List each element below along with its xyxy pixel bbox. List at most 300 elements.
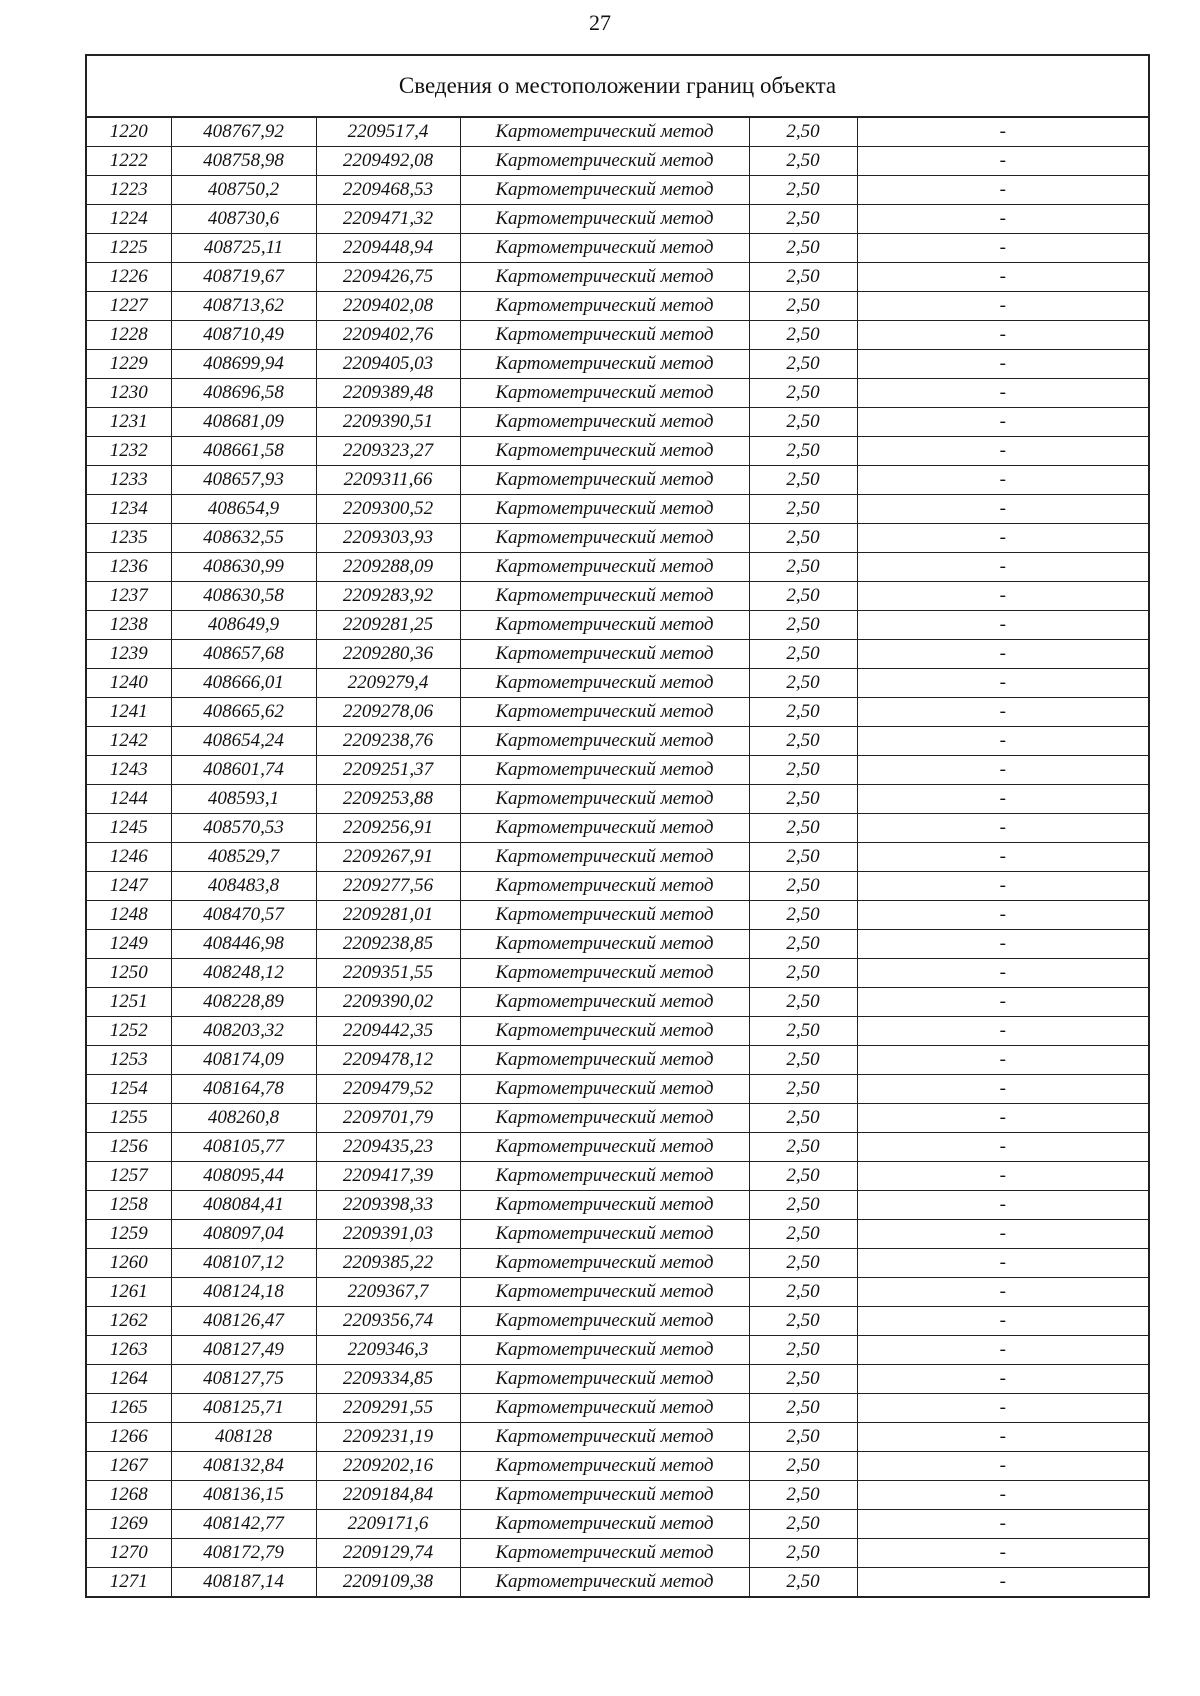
table-row: [86, 553, 1149, 582]
table-row: [86, 582, 1149, 611]
y-coordinate-cell: 2209390,02: [316, 988, 460, 1017]
method-cell: Картометрический метод: [460, 1104, 749, 1133]
method-cell: Картометрический метод: [460, 495, 749, 524]
y-coordinate-cell: 2209267,91: [316, 843, 460, 872]
x-coordinate-cell: 408681,09: [171, 408, 316, 437]
x-coordinate-cell: 408750,2: [171, 176, 316, 205]
method-cell: Картометрический метод: [460, 379, 749, 408]
y-coordinate-cell: 2209367,7: [316, 1278, 460, 1307]
point-number-cell: 1270: [86, 1539, 171, 1568]
accuracy-cell: 2,50: [749, 1510, 857, 1539]
description-cell: -: [857, 843, 1149, 872]
y-coordinate-cell: 2209277,56: [316, 872, 460, 901]
method-cell: Картометрический метод: [460, 350, 749, 379]
x-coordinate-cell: 408657,68: [171, 640, 316, 669]
method-cell: Картометрический метод: [460, 1539, 749, 1568]
y-coordinate-cell: 2209171,6: [316, 1510, 460, 1539]
description-cell: -: [857, 408, 1149, 437]
point-number-cell: 1260: [86, 1249, 171, 1278]
accuracy-cell: 2,50: [749, 495, 857, 524]
y-coordinate-cell: 2209283,92: [316, 582, 460, 611]
y-coordinate-cell: 2209448,94: [316, 234, 460, 263]
accuracy-cell: 2,50: [749, 1481, 857, 1510]
accuracy-cell: 2,50: [749, 263, 857, 292]
table-row: [86, 1017, 1149, 1046]
accuracy-cell: 2,50: [749, 205, 857, 234]
method-cell: Картометрический метод: [460, 843, 749, 872]
method-cell: Картометрический метод: [460, 1568, 749, 1598]
x-coordinate-cell: 408174,09: [171, 1046, 316, 1075]
description-cell: -: [857, 553, 1149, 582]
method-cell: Картометрический метод: [460, 698, 749, 727]
description-cell: -: [857, 350, 1149, 379]
description-cell: -: [857, 495, 1149, 524]
table-row: [86, 814, 1149, 843]
table-row: [86, 1278, 1149, 1307]
method-cell: Картометрический метод: [460, 727, 749, 756]
method-cell: Картометрический метод: [460, 321, 749, 350]
method-cell: Картометрический метод: [460, 117, 749, 147]
table-row: [86, 1075, 1149, 1104]
x-coordinate-cell: 408665,62: [171, 698, 316, 727]
table-row: [86, 1162, 1149, 1191]
point-number-cell: 1239: [86, 640, 171, 669]
table-row: [86, 640, 1149, 669]
x-coordinate-cell: 408630,99: [171, 553, 316, 582]
y-coordinate-cell: 2209281,01: [316, 901, 460, 930]
accuracy-cell: 2,50: [749, 698, 857, 727]
method-cell: Картометрический метод: [460, 1046, 749, 1075]
description-cell: -: [857, 321, 1149, 350]
method-cell: Картометрический метод: [460, 1452, 749, 1481]
y-coordinate-cell: 2209517,4: [316, 117, 460, 147]
method-cell: Картометрический метод: [460, 1278, 749, 1307]
table-caption-row: [86, 55, 1149, 117]
x-coordinate-cell: 408228,89: [171, 988, 316, 1017]
y-coordinate-cell: 2209405,03: [316, 350, 460, 379]
point-number-cell: 1266: [86, 1423, 171, 1452]
x-coordinate-cell: 408124,18: [171, 1278, 316, 1307]
x-coordinate-cell: 408666,01: [171, 669, 316, 698]
accuracy-cell: 2,50: [749, 1423, 857, 1452]
x-coordinate-cell: 408125,71: [171, 1394, 316, 1423]
table-row: [86, 176, 1149, 205]
description-cell: -: [857, 930, 1149, 959]
y-coordinate-cell: 2209356,74: [316, 1307, 460, 1336]
table-row: [86, 495, 1149, 524]
accuracy-cell: 2,50: [749, 147, 857, 176]
x-coordinate-cell: 408097,04: [171, 1220, 316, 1249]
point-number-cell: 1269: [86, 1510, 171, 1539]
point-number-cell: 1227: [86, 292, 171, 321]
x-coordinate-cell: 408696,58: [171, 379, 316, 408]
x-coordinate-cell: 408172,79: [171, 1539, 316, 1568]
method-cell: Картометрический метод: [460, 582, 749, 611]
x-coordinate-cell: 408601,74: [171, 756, 316, 785]
boundary-coordinates-table: [85, 54, 1150, 1598]
table-row: [86, 1307, 1149, 1336]
table-row: [86, 321, 1149, 350]
method-cell: Картометрический метод: [460, 1365, 749, 1394]
method-cell: Картометрический метод: [460, 1075, 749, 1104]
table-row: [86, 1394, 1149, 1423]
method-cell: Картометрический метод: [460, 1336, 749, 1365]
table-row: [86, 959, 1149, 988]
y-coordinate-cell: 2209231,19: [316, 1423, 460, 1452]
description-cell: -: [857, 524, 1149, 553]
y-coordinate-cell: 2209471,32: [316, 205, 460, 234]
accuracy-cell: 2,50: [749, 1336, 857, 1365]
table-row: [86, 263, 1149, 292]
method-cell: Картометрический метод: [460, 611, 749, 640]
method-cell: Картометрический метод: [460, 553, 749, 582]
x-coordinate-cell: 408767,92: [171, 117, 316, 147]
accuracy-cell: 2,50: [749, 814, 857, 843]
method-cell: Картометрический метод: [460, 263, 749, 292]
description-cell: -: [857, 379, 1149, 408]
y-coordinate-cell: 2209402,08: [316, 292, 460, 321]
table-row: [86, 1104, 1149, 1133]
accuracy-cell: 2,50: [749, 988, 857, 1017]
table-row: [86, 785, 1149, 814]
description-cell: -: [857, 611, 1149, 640]
method-cell: Картометрический метод: [460, 988, 749, 1017]
method-cell: Картометрический метод: [460, 1133, 749, 1162]
x-coordinate-cell: 408095,44: [171, 1162, 316, 1191]
method-cell: Картометрический метод: [460, 756, 749, 785]
method-cell: Картометрический метод: [460, 959, 749, 988]
description-cell: -: [857, 1017, 1149, 1046]
y-coordinate-cell: 2209390,51: [316, 408, 460, 437]
accuracy-cell: 2,50: [749, 756, 857, 785]
accuracy-cell: 2,50: [749, 1075, 857, 1104]
table-caption: Сведения о местоположении границ объекта: [86, 55, 1149, 117]
y-coordinate-cell: 2209479,52: [316, 1075, 460, 1104]
description-cell: -: [857, 901, 1149, 930]
description-cell: -: [857, 234, 1149, 263]
accuracy-cell: 2,50: [749, 930, 857, 959]
table-row: [86, 930, 1149, 959]
point-number-cell: 1255: [86, 1104, 171, 1133]
table-row: [86, 234, 1149, 263]
description-cell: -: [857, 1336, 1149, 1365]
point-number-cell: 1251: [86, 988, 171, 1017]
accuracy-cell: 2,50: [749, 872, 857, 901]
accuracy-cell: 2,50: [749, 1365, 857, 1394]
x-coordinate-cell: 408630,58: [171, 582, 316, 611]
x-coordinate-cell: 408260,8: [171, 1104, 316, 1133]
point-number-cell: 1224: [86, 205, 171, 234]
table-row: [86, 350, 1149, 379]
description-cell: -: [857, 1191, 1149, 1220]
y-coordinate-cell: 2209253,88: [316, 785, 460, 814]
x-coordinate-cell: 408107,12: [171, 1249, 316, 1278]
y-coordinate-cell: 2209300,52: [316, 495, 460, 524]
description-cell: -: [857, 1365, 1149, 1394]
table-row: [86, 1046, 1149, 1075]
x-coordinate-cell: 408657,93: [171, 466, 316, 495]
table-row: [86, 408, 1149, 437]
accuracy-cell: 2,50: [749, 379, 857, 408]
point-number-cell: 1256: [86, 1133, 171, 1162]
y-coordinate-cell: 2209346,3: [316, 1336, 460, 1365]
x-coordinate-cell: 408142,77: [171, 1510, 316, 1539]
y-coordinate-cell: 2209398,33: [316, 1191, 460, 1220]
description-cell: -: [857, 1220, 1149, 1249]
description-cell: -: [857, 582, 1149, 611]
table-row: [86, 611, 1149, 640]
table-row: [86, 1423, 1149, 1452]
description-cell: -: [857, 988, 1149, 1017]
point-number-cell: 1240: [86, 669, 171, 698]
y-coordinate-cell: 2209202,16: [316, 1452, 460, 1481]
method-cell: Картометрический метод: [460, 901, 749, 930]
point-number-cell: 1228: [86, 321, 171, 350]
method-cell: Картометрический метод: [460, 785, 749, 814]
y-coordinate-cell: 2209256,91: [316, 814, 460, 843]
description-cell: -: [857, 1307, 1149, 1336]
x-coordinate-cell: 408730,6: [171, 205, 316, 234]
y-coordinate-cell: 2209389,48: [316, 379, 460, 408]
point-number-cell: 1245: [86, 814, 171, 843]
table-row: [86, 727, 1149, 756]
description-cell: -: [857, 814, 1149, 843]
point-number-cell: 1264: [86, 1365, 171, 1394]
point-number-cell: 1259: [86, 1220, 171, 1249]
page-number: 27: [589, 10, 611, 35]
x-coordinate-cell: 408570,53: [171, 814, 316, 843]
point-number-cell: 1261: [86, 1278, 171, 1307]
table-row: [86, 292, 1149, 321]
table-row: [86, 1510, 1149, 1539]
table-row: [86, 147, 1149, 176]
table-row: [86, 756, 1149, 785]
method-cell: Картометрический метод: [460, 930, 749, 959]
x-coordinate-cell: 408661,58: [171, 437, 316, 466]
method-cell: Картометрический метод: [460, 234, 749, 263]
method-cell: Картометрический метод: [460, 1249, 749, 1278]
point-number-cell: 1230: [86, 379, 171, 408]
accuracy-cell: 2,50: [749, 1394, 857, 1423]
description-cell: -: [857, 1510, 1149, 1539]
accuracy-cell: 2,50: [749, 1568, 857, 1598]
x-coordinate-cell: 408084,41: [171, 1191, 316, 1220]
accuracy-cell: 2,50: [749, 785, 857, 814]
y-coordinate-cell: 2209184,84: [316, 1481, 460, 1510]
accuracy-cell: 2,50: [749, 437, 857, 466]
description-cell: -: [857, 1162, 1149, 1191]
table-row: [86, 117, 1149, 147]
y-coordinate-cell: 2209109,38: [316, 1568, 460, 1598]
method-cell: Картометрический метод: [460, 814, 749, 843]
point-number-cell: 1229: [86, 350, 171, 379]
accuracy-cell: 2,50: [749, 843, 857, 872]
point-number-cell: 1267: [86, 1452, 171, 1481]
x-coordinate-cell: 408593,1: [171, 785, 316, 814]
description-cell: -: [857, 959, 1149, 988]
x-coordinate-cell: 408127,75: [171, 1365, 316, 1394]
y-coordinate-cell: 2209391,03: [316, 1220, 460, 1249]
description-cell: -: [857, 1133, 1149, 1162]
accuracy-cell: 2,50: [749, 466, 857, 495]
y-coordinate-cell: 2209311,66: [316, 466, 460, 495]
y-coordinate-cell: 2209468,53: [316, 176, 460, 205]
point-number-cell: 1220: [86, 117, 171, 147]
y-coordinate-cell: 2209238,76: [316, 727, 460, 756]
x-coordinate-cell: 408187,14: [171, 1568, 316, 1598]
description-cell: -: [857, 1452, 1149, 1481]
point-number-cell: 1258: [86, 1191, 171, 1220]
table-row: [86, 669, 1149, 698]
point-number-cell: 1234: [86, 495, 171, 524]
description-cell: -: [857, 1046, 1149, 1075]
description-cell: -: [857, 727, 1149, 756]
description-cell: -: [857, 1481, 1149, 1510]
description-cell: -: [857, 437, 1149, 466]
description-cell: -: [857, 1075, 1149, 1104]
point-number-cell: 1242: [86, 727, 171, 756]
x-coordinate-cell: 408710,49: [171, 321, 316, 350]
x-coordinate-cell: 408127,49: [171, 1336, 316, 1365]
y-coordinate-cell: 2209426,75: [316, 263, 460, 292]
y-coordinate-cell: 2209279,4: [316, 669, 460, 698]
point-number-cell: 1254: [86, 1075, 171, 1104]
point-number-cell: 1233: [86, 466, 171, 495]
accuracy-cell: 2,50: [749, 1452, 857, 1481]
x-coordinate-cell: 408758,98: [171, 147, 316, 176]
y-coordinate-cell: 2209303,93: [316, 524, 460, 553]
x-coordinate-cell: 408529,7: [171, 843, 316, 872]
x-coordinate-cell: 408483,8: [171, 872, 316, 901]
description-cell: -: [857, 147, 1149, 176]
method-cell: Картометрический метод: [460, 176, 749, 205]
accuracy-cell: 2,50: [749, 669, 857, 698]
method-cell: Картометрический метод: [460, 669, 749, 698]
point-number-cell: 1252: [86, 1017, 171, 1046]
x-coordinate-cell: 408713,62: [171, 292, 316, 321]
point-number-cell: 1235: [86, 524, 171, 553]
y-coordinate-cell: 2209280,36: [316, 640, 460, 669]
accuracy-cell: 2,50: [749, 1220, 857, 1249]
table-row: [86, 1191, 1149, 1220]
method-cell: Картометрический метод: [460, 1481, 749, 1510]
description-cell: -: [857, 117, 1149, 147]
x-coordinate-cell: 408699,94: [171, 350, 316, 379]
description-cell: -: [857, 1394, 1149, 1423]
method-cell: Картометрический метод: [460, 1220, 749, 1249]
table-row: [86, 1452, 1149, 1481]
accuracy-cell: 2,50: [749, 1046, 857, 1075]
y-coordinate-cell: 2209417,39: [316, 1162, 460, 1191]
description-cell: -: [857, 205, 1149, 234]
method-cell: Картометрический метод: [460, 1394, 749, 1423]
method-cell: Картометрический метод: [460, 524, 749, 553]
table-row: [86, 843, 1149, 872]
point-number-cell: 1257: [86, 1162, 171, 1191]
point-number-cell: 1232: [86, 437, 171, 466]
point-number-cell: 1246: [86, 843, 171, 872]
method-cell: Картометрический метод: [460, 147, 749, 176]
description-cell: -: [857, 1104, 1149, 1133]
table-row: [86, 1336, 1149, 1365]
description-cell: -: [857, 263, 1149, 292]
table-row: [86, 1481, 1149, 1510]
y-coordinate-cell: 2209323,27: [316, 437, 460, 466]
y-coordinate-cell: 2209492,08: [316, 147, 460, 176]
x-coordinate-cell: 408470,57: [171, 901, 316, 930]
point-number-cell: 1222: [86, 147, 171, 176]
accuracy-cell: 2,50: [749, 1249, 857, 1278]
accuracy-cell: 2,50: [749, 727, 857, 756]
point-number-cell: 1241: [86, 698, 171, 727]
description-cell: -: [857, 1249, 1149, 1278]
description-cell: -: [857, 292, 1149, 321]
point-number-cell: 1244: [86, 785, 171, 814]
accuracy-cell: 2,50: [749, 1162, 857, 1191]
method-cell: Картометрический метод: [460, 872, 749, 901]
description-cell: -: [857, 698, 1149, 727]
point-number-cell: 1223: [86, 176, 171, 205]
x-coordinate-cell: 408203,32: [171, 1017, 316, 1046]
point-number-cell: 1226: [86, 263, 171, 292]
y-coordinate-cell: 2209251,37: [316, 756, 460, 785]
table-row: [86, 205, 1149, 234]
table-row: [86, 1539, 1149, 1568]
table-row: [86, 1365, 1149, 1394]
accuracy-cell: 2,50: [749, 582, 857, 611]
y-coordinate-cell: 2209478,12: [316, 1046, 460, 1075]
description-cell: -: [857, 466, 1149, 495]
accuracy-cell: 2,50: [749, 524, 857, 553]
accuracy-cell: 2,50: [749, 959, 857, 988]
description-cell: -: [857, 1278, 1149, 1307]
table-row: [86, 466, 1149, 495]
x-coordinate-cell: 408132,84: [171, 1452, 316, 1481]
accuracy-cell: 2,50: [749, 1017, 857, 1046]
table-row: [86, 1133, 1149, 1162]
point-number-cell: 1225: [86, 234, 171, 263]
method-cell: Картометрический метод: [460, 1423, 749, 1452]
method-cell: Картометрический метод: [460, 437, 749, 466]
x-coordinate-cell: 408654,24: [171, 727, 316, 756]
description-cell: -: [857, 1539, 1149, 1568]
accuracy-cell: 2,50: [749, 901, 857, 930]
table-row: [86, 437, 1149, 466]
point-number-cell: 1247: [86, 872, 171, 901]
accuracy-cell: 2,50: [749, 1539, 857, 1568]
method-cell: Картометрический метод: [460, 1017, 749, 1046]
method-cell: Картометрический метод: [460, 408, 749, 437]
description-cell: -: [857, 756, 1149, 785]
method-cell: Картометрический метод: [460, 292, 749, 321]
x-coordinate-cell: 408248,12: [171, 959, 316, 988]
y-coordinate-cell: 2209701,79: [316, 1104, 460, 1133]
point-number-cell: 1231: [86, 408, 171, 437]
description-cell: -: [857, 669, 1149, 698]
point-number-cell: 1271: [86, 1568, 171, 1598]
table-row: [86, 1568, 1149, 1598]
point-number-cell: 1263: [86, 1336, 171, 1365]
y-coordinate-cell: 2209334,85: [316, 1365, 460, 1394]
point-number-cell: 1265: [86, 1394, 171, 1423]
x-coordinate-cell: 408126,47: [171, 1307, 316, 1336]
y-coordinate-cell: 2209442,35: [316, 1017, 460, 1046]
y-coordinate-cell: 2209238,85: [316, 930, 460, 959]
point-number-cell: 1243: [86, 756, 171, 785]
x-coordinate-cell: 408654,9: [171, 495, 316, 524]
y-coordinate-cell: 2209291,55: [316, 1394, 460, 1423]
table-row: [86, 1220, 1149, 1249]
